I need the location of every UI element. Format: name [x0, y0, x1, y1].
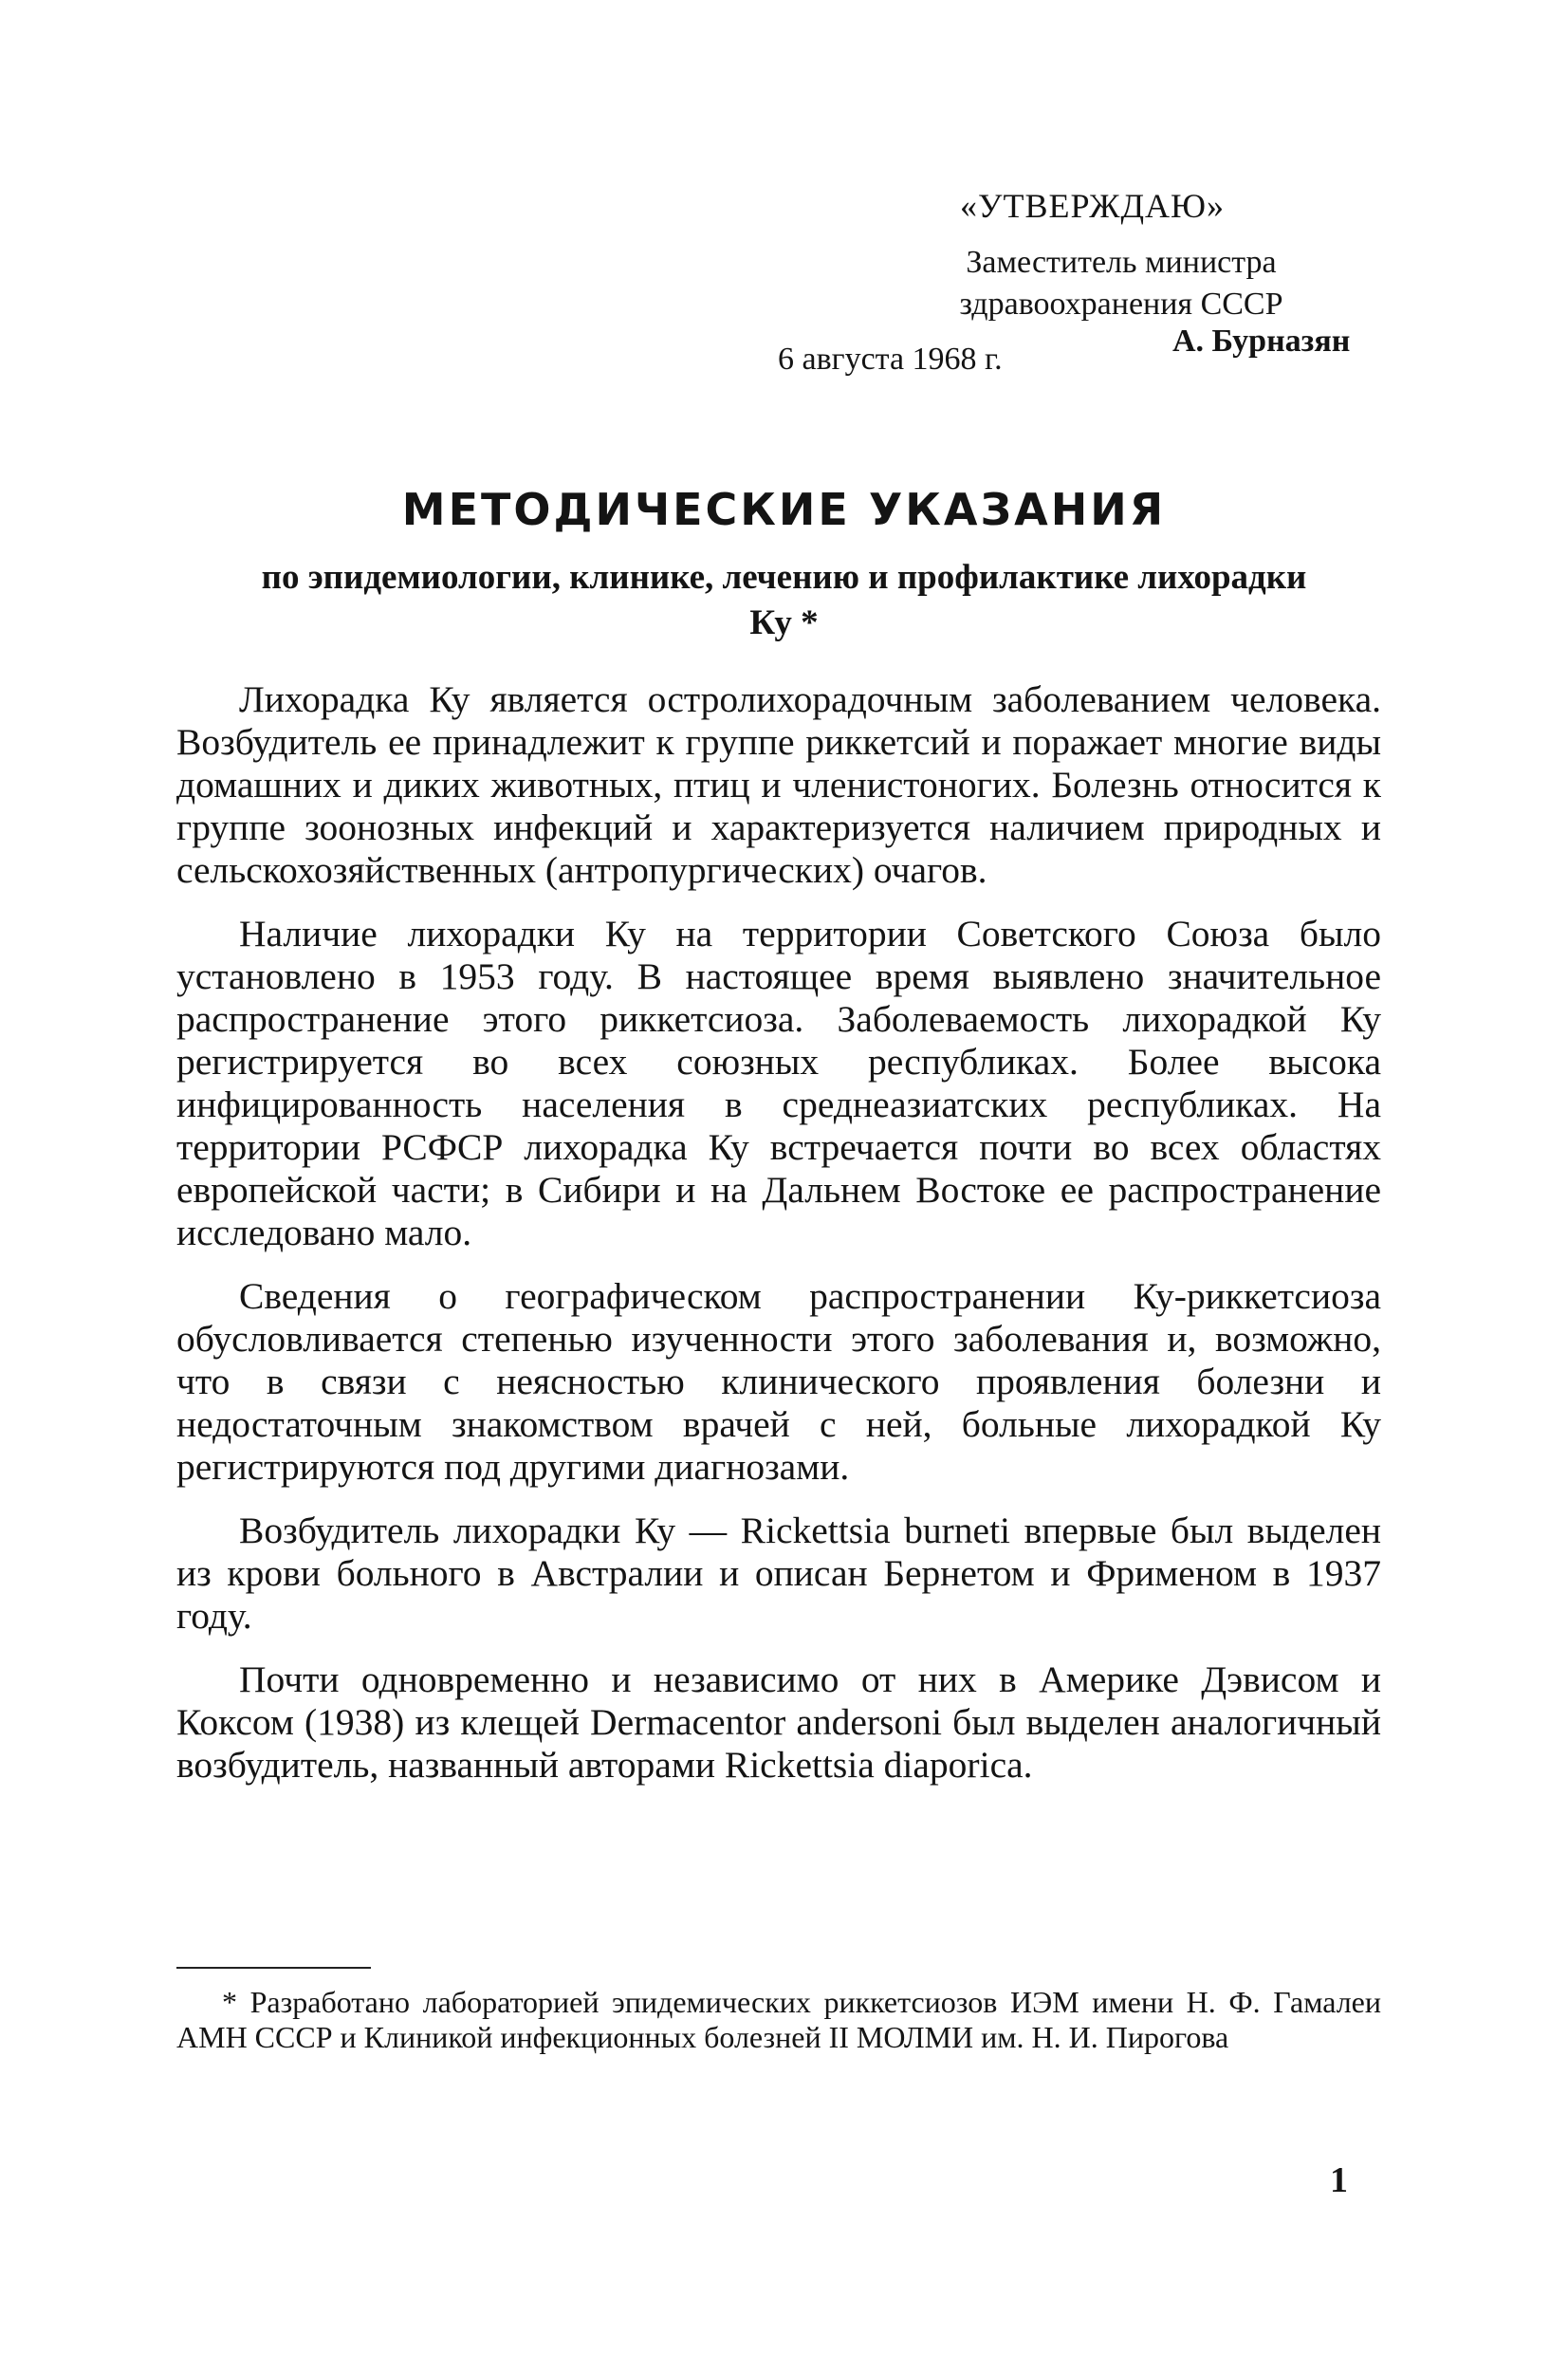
- paragraph: Сведения о географическом распространении Ку-риккетсиоза обусловливается степенью изученности этого заболевания и, возможно, что в связи с неясностью клинического проявления болезни и недостаточным знакомством врачей с ней, больные лихорадкой Ку регистрируются под другими диагнозами.: [176, 1275, 1381, 1488]
- approver-position-line2: здравоохранения СССР: [959, 287, 1283, 322]
- approver-name: А. Бурназян: [1172, 324, 1351, 359]
- approval-date: 6 августа 1968 г.: [778, 342, 1003, 377]
- body-text: [176, 678, 1381, 1807]
- approver-position: [913, 242, 1330, 325]
- document-subtitle: по эпидемиологии, клинике, лечению и профилактике лихорадки Ку *: [261, 558, 1307, 642]
- document-title: МЕТОДИЧЕСКИЕ УКАЗАНИЯ: [401, 484, 1167, 535]
- footnote-divider: [176, 1967, 371, 1969]
- footnote: * Разработано лабораторией эпидемических риккетсиозов ИЭМ имени Н. Ф. Гамалеи АМН СССР и Клиникой инфекционных болезней II МОЛМИ им. Н. И. Пирогова: [176, 1985, 1381, 2054]
- approval-stamp: «УТВЕРЖДАЮ»: [960, 187, 1226, 225]
- paragraph: Возбудитель лихорадки Ку — Rickettsia burneti впервые был выделен из крови больного в Австралии и описан Бернетом и Фрименом в 1937 году.: [176, 1510, 1381, 1637]
- page-number: 1: [1330, 2160, 1348, 2200]
- approver-position-line1: Заместитель министра: [966, 245, 1277, 280]
- paragraph: Лихорадка Ку является остролихорадочным заболеванием человека. Возбудитель ее принадлежит к группе риккетсий и поражает многие виды домашних и диких животных, птиц и членистоногих. Болезнь относится к группе зоонозных инфекций и характеризуется наличием природных и сельскохозяйственных (антропургических) очагов.: [176, 678, 1381, 891]
- paragraph: Наличие лихорадки Ку на территории Советского Союза было установлено в 1953 году. В настоящее время выявлено значительное распространение этого риккетсиоза. Заболеваемость лихорадкой Ку регистрируется во всех союзных республиках. Более высока инфицированность населения в среднеазиатских республиках. На территории РСФСР лихорадка Ку встречается почти во всех областях европейской части; в Сибири и на Дальнем Востоке ее распространение исследовано мало.: [176, 913, 1381, 1253]
- paragraph: Почти одновременно и независимо от них в Америке Дэвисом и Коксом (1938) из клещей Dermacentor andersoni был выделен аналогичный возбудитель, названный авторами Rickettsia diaporica.: [176, 1658, 1381, 1786]
